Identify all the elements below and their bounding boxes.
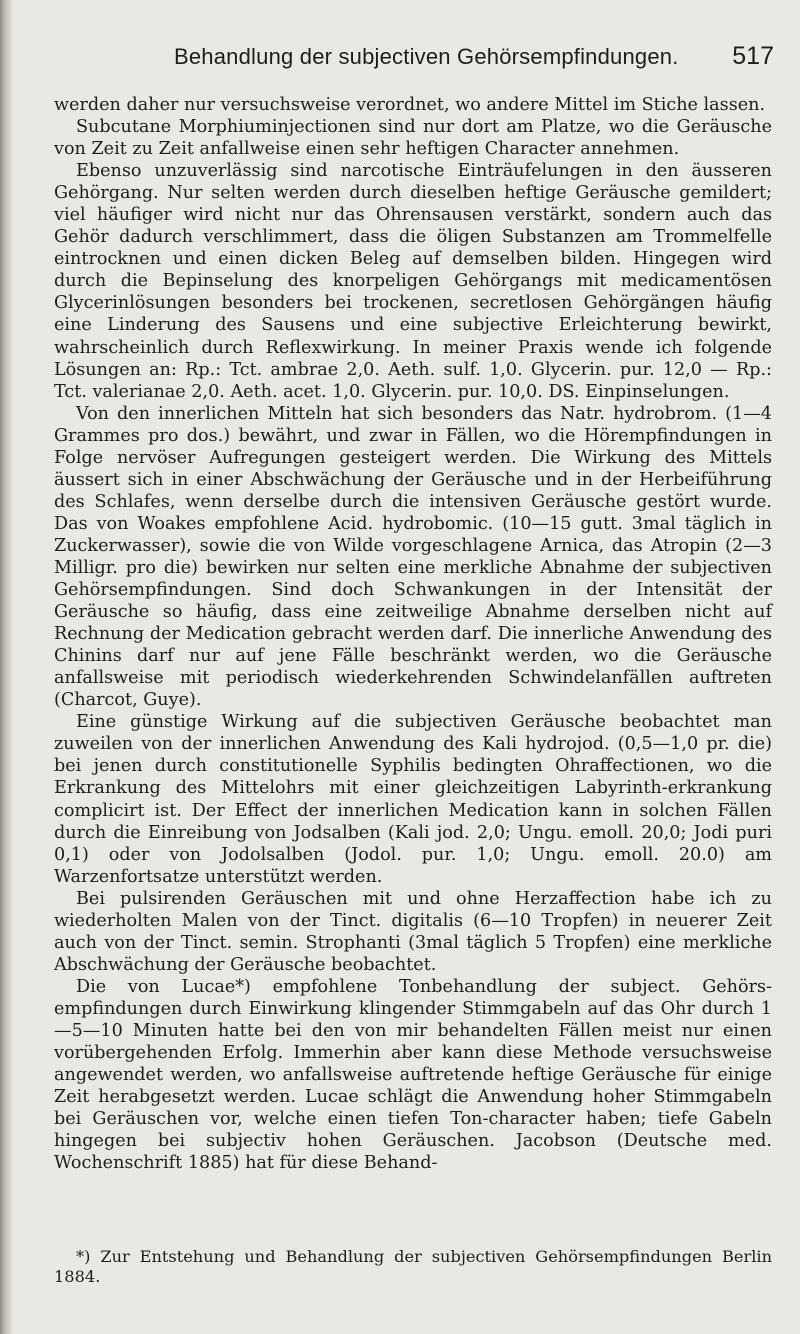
page-number: 517 (732, 42, 774, 70)
running-title: Behandlung der subjectiven Gehörsempfindungen. (174, 44, 679, 69)
paragraph: werden daher nur versuchsweise verordnet, wo andere Mittel im Stiche lassen. (54, 95, 766, 115)
body-text (54, 94, 772, 1174)
paragraph: Von den innerlichen Mitteln hat sich besonders das Natr. hydrobrom. (1—4 Grammes pro dos.) bewährt, und zwar in Fällen, wo die Hörempfindungen in Folge nervöser Aufregungen gesteigert werden. Die Wirkung des Mittels äussert sich in einer Abschwächung der Geräusche und in der Herbeiführung des Schlafes, wenn derselbe durch die intensiven Geräusche gestört wurde. Das von Woakes empfohlene Acid. hydrobomic. (10—15 gutt. 3mal täglich in Zuckerwasser), sowie die von Wilde vorgeschlagene Arnica, das Atropin (2—3 Milligr. pro die) bewirken nur selten eine merkliche Abnahme der subjectiven Gehörsempfindungen. Sind doch Schwankungen in der Intensität der Geräusche so häufig, dass eine zeitweilige Abnahme derselben nicht auf Rechnung der Medication gebracht werden darf. Die innerliche Anwendung des Chinins darf nur auf jene Fälle beschränkt werden, wo die Geräusche anfallsweise mit periodisch wiederkehrenden Schwindelanfällen auftreten (Charcot, Guye). (54, 403, 772, 711)
book-page (54, 40, 774, 1174)
paragraph: Bei pulsirenden Geräuschen mit und ohne Herzaffection habe ich zu wiederholten Malen von der Tinct. digitalis (6—10 Tropfen) in neuerer Zeit auch von der Tinct. semin. Strophanti (3mal täglich 5 Tropfen) eine merkliche Abschwächung der Geräusche beobachtet. (54, 888, 772, 975)
page-binding-shadow (0, 0, 14, 1334)
paragraph: Ebenso unzuverlässig sind narcotische Einträufelungen in den äusseren Gehörgang. Nur selten werden durch dieselben heftige Geräusche gemildert; viel häufiger wird nicht nur das Ohrensausen verstärkt, sondern auch das Gehör dadurch verschlimmert, dass die öligen Substanzen am Trommelfelle eintrocknen und einen dicken Beleg auf demselben bilden. Hingegen wird durch die Bepinselung des knorpeligen Gehörgangs mit medicamentösen Glycerinlösungen besonders bei trockenen, secretlosen Gehörgängen häufig eine Linderung des Sausens und eine subjective Erleichterung bewirkt, wahrscheinlich durch Reflexwirkung. In meiner Praxis wende ich folgende Lösungen an: Rp.: Tct. ambrae 2,0. Aeth. sulf. 1,0. Glycerin. pur. 12,0 — Rp.: Tct. valerianae 2,0. Aeth. acet. 1,0. Glycerin. pur. 10,0. DS. Einpinselungen. (54, 161, 772, 402)
paragraph: Die von Lucae*) empfohlene Tonbehandlung der subject. Gehörs-empfindungen durch Einwirkung klingender Stimmgabeln auf das Ohr durch 1—5—10 Minuten hatte bei den von mir behandelten Fällen meist nur einen vorübergehenden Erfolg. Immerhin aber kann diese Methode versuchsweise angewendet werden, wo anfallsweise auftretende heftige Geräusche für einige Zeit herabgesetzt werden. Lucae schlägt die Anwendung hoher Stimmgabeln bei Geräuschen vor, welche einen tiefen Ton-character haben; tiefe Gabeln hingegen bei subjectiv hohen Geräuschen. Jacobson (Deutsche med. Wochenschrift 1885) hat für diese Behand- (54, 976, 772, 1174)
footnote (54, 1247, 772, 1287)
paragraph: Subcutane Morphiuminjectionen sind nur dort am Platze, wo die Geräusche von Zeit zu Zeit anfallweise einen sehr heftigen Character annehmen. (54, 117, 772, 160)
paragraph: Eine günstige Wirkung auf die subjectiven Geräusche beobachtet man zuweilen von der innerlichen Anwendung des Kali hydrojod. (0,5—1,0 pr. die) bei jenen durch constitutionelle Syphilis bedingten Ohraffectionen, wo die Erkrankung des Mittelohrs mit einer gleichzeitigen Labyrinth-erkrankung complicirt ist. Der Effect der innerlichen Medication kann in solchen Fällen durch die Einreibung von Jodsalben (Kali jod. 2,0; Ungu. emoll. 20,0; Jodi puri 0,1) oder von Jodolsalben (Jodol. pur. 1,0; Ungu. emoll. 20.0) am Warzenfortsatze unterstützt werden. (54, 712, 772, 887)
running-header (54, 40, 774, 80)
footnote-text: *) Zur Entstehung und Behandlung der subjectiven Gehörsempfindungen Berlin 1884. (54, 1247, 772, 1286)
